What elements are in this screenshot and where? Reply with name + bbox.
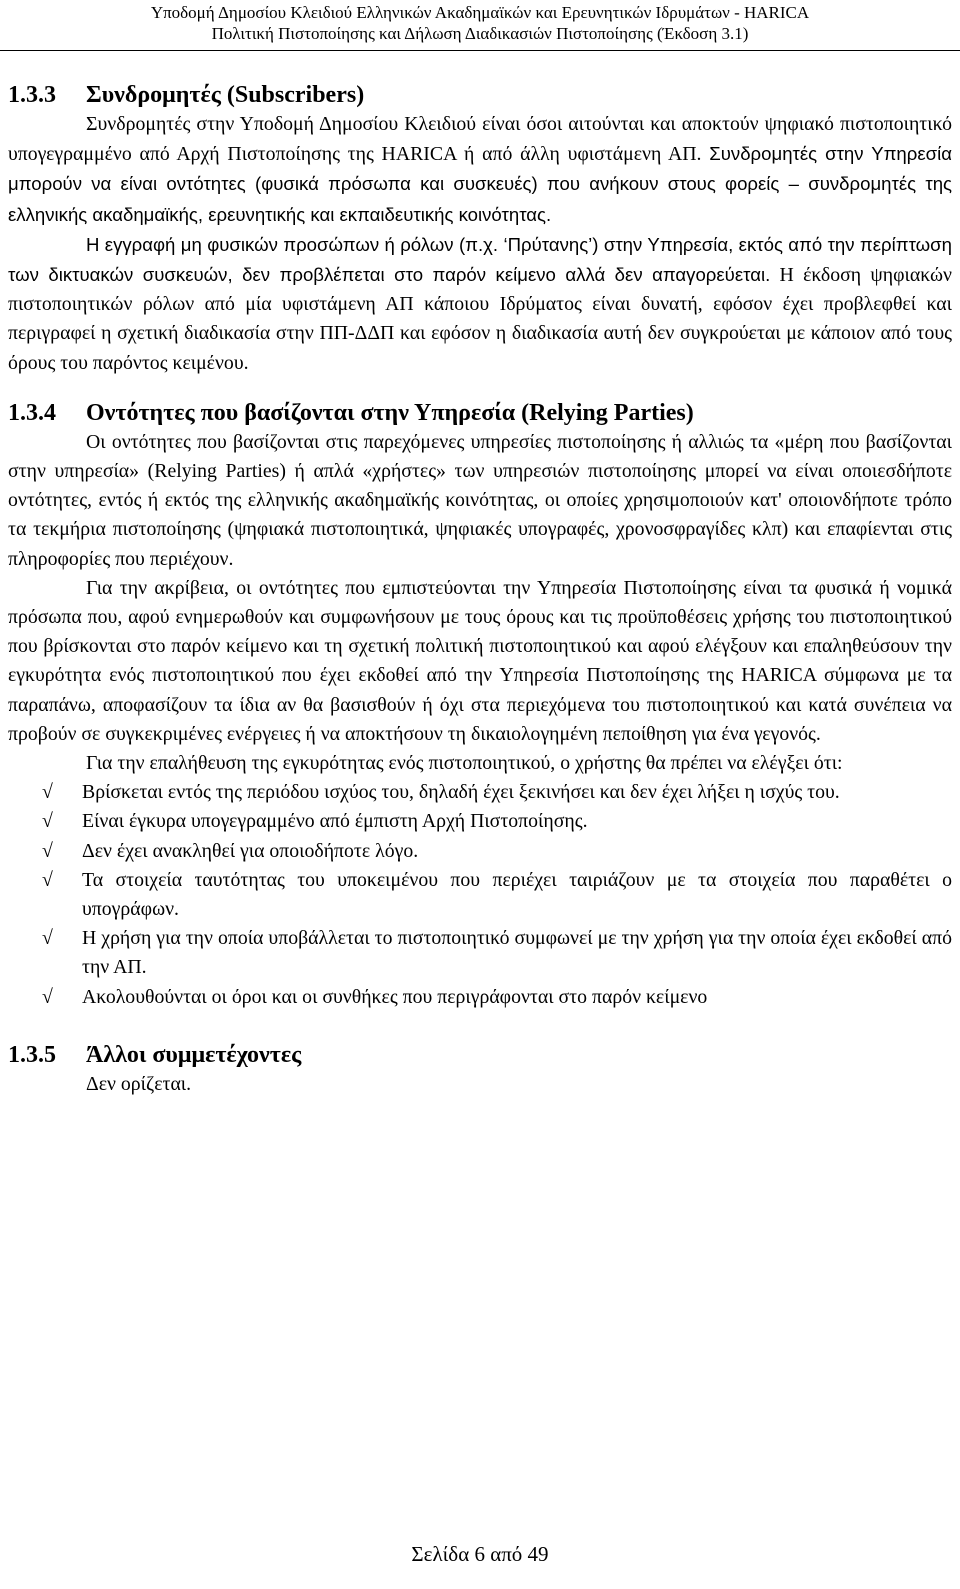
section-number: 1.3.4 (8, 399, 56, 426)
paragraph: Για την ακρίβεια, οι οντότητες που εμπιστεύονται την Υπηρεσία Πιστοποίησης είναι τα φυσικά ή νομικά πρόσωπα που, αφού ενημερωθούν και συμφωνήσουν με τους όρους και τις προϋποθέσεις χρήσης του πιστοποιητικού που βρίσκονται στο παρόν κείμενο και τη σχετική πολιτική πιστοποιητικού και αφού ελέγξουν και επαληθεύσουν την εγκυρότητα ενός πιστοποιητικού που έχει εκδοθεί από την Υπηρεσία Πιστοποίησης της HARICA σύμφωνα με τα παραπάνω, αποφασίζουν τα ίδια αν θα βασισθούν ή όχι στα περιεχόμενα του πιστοποιητικού και κατά συνέπεια να προβούν σε συγκεκριμένες ενέργειες ή να αποκτήσουν τη δικαιολογημένη πεποίθηση για ένα γεγονός. (8, 576, 952, 745)
paragraph-sans-text: Η εγγραφή μη φυσικών προσώπων ή ρόλων (π.χ. ‘Πρύτανης’) στην Υπηρεσία, εκτός από την περίπτωση των δικτυακών συσκευών, δεν προβλέπεται στο παρόν κείμενο αλλά δεν απαγορεύεται. (8, 233, 952, 286)
section-heading (8, 1040, 952, 1070)
checkmark-icon: √ (42, 868, 53, 891)
list-item (8, 837, 952, 866)
checkmark-icon: √ (42, 781, 53, 804)
checkmark-icon: √ (42, 810, 53, 833)
paragraph-serif-text: Συνδρομητές στην Υποδομή Δημοσίου Κλειδιού είναι όσοι αιτούνται και αποκτούν ψηφιακό πιστοποιητικό υπογεγραμμένο από Αρχή Πιστοποίησης της HARICA ή από άλλη υφιστάμενη ΑΠ. (8, 113, 952, 166)
section-relying-parties (8, 398, 952, 1012)
list-item-text: Δεν έχει ανακληθεί για οποιοδήποτε λόγο. (82, 839, 419, 862)
section-other-participants (8, 1040, 952, 1099)
section-subscribers (8, 80, 952, 378)
list-item-text: Τα στοιχεία ταυτότητας του υποκειμένου που περιέχει ταιριάζουν με τα στοιχεία που παραθέτει ο υπογράφων. (82, 868, 952, 921)
section-heading (8, 80, 952, 110)
page-header (0, 2, 960, 44)
paragraph-serif-text: Η έκδοση ψηφιακών πιστοποιητικών ρόλων από μία υφιστάμενη ΑΠ κάποιου Ιδρύματος είναι δυνατή, εφόσον έχει προβλεφθεί και περιγραφεί η σχετική διαδικασία στην ΠΠ-ΔΔΠ και εφόσον η διαδικασία αυτή δεν συγκρούεται με κάποιον από τους όρους του παρόντος κειμένου. (8, 264, 952, 374)
section-title: Οντότητες που βασίζονται στην Υπηρεσία (Relying Parties) (86, 399, 694, 426)
list-item-text: Η χρήση για την οποία υποβάλλεται το πιστοποιητικό συμφωνεί με την χρήση για την οποία έχει εκδοθεί από την ΑΠ. (82, 927, 952, 979)
checkmark-icon: √ (42, 927, 53, 950)
section-number: 1.3.3 (8, 82, 56, 108)
paragraph (8, 230, 952, 378)
list-item (8, 866, 952, 924)
list-item-text: Ακολουθούνται οι όροι και οι συνθήκες που περιγράφονται στο παρόν κείμενο (82, 985, 708, 1008)
paragraph: Δεν ορίζεται. (86, 1072, 192, 1095)
section-title: Συνδρομητές (Subscribers) (86, 82, 365, 108)
section-heading (8, 398, 952, 428)
section-number: 1.3.5 (8, 1041, 56, 1068)
paragraph (8, 110, 952, 230)
checkmark-icon: √ (42, 839, 53, 862)
paragraph: Για την επαλήθευση της εγκυρότητας ενός πιστοποιητικού, ο χρήστης θα πρέπει να ελέγξει ότι: (86, 752, 843, 775)
checklist (8, 778, 952, 1012)
paragraph: Οι οντότητες που βασίζονται στις παρεχόμενες υπηρεσίες πιστοποίησης ή αλλιώς τα «μέρη που βασίζονται στην υπηρεσία» (Relying Parties) ή απλά «χρήστες» των υπηρεσιών πιστοποίησης μπορεί να είναι οποιεσδήποτε οντότητες, εντός ή εκτός της ελληνικής ακαδημαϊκής κοινότητας, οι οποίες χρησιμοποιούν κατ' οποιονδήποτε τρόπο τα τεκμήρια πιστοποίησης (ψηφιακά πιστοποιητικά, ψηφιακές υπογραφές, χρονοσφραγίδες κλπ) και επαφίενται στις πληροφορίες που περιέχουν. (8, 430, 952, 570)
header-line-2: Πολιτική Πιστοποίησης και Δήλωση Διαδικασιών Πιστοποίησης (Έκδοση 3.1) (211, 24, 749, 43)
list-item-text: Είναι έγκυρα υπογεγραμμένο από έμπιστη Αρχή Πιστοποίησης. (82, 810, 588, 833)
page-number: Σελίδα 6 από 49 (411, 1542, 549, 1566)
header-line-1: Υποδομή Δημοσίου Κλειδιού Ελληνικών Ακαδημαϊκών και Ερευνητικών Ιδρυμάτων - HARICA (150, 3, 810, 22)
paragraph-sans-text: Συνδρομητές στην Υπηρεσία μπορούν να είναι οντότητες (φυσικά πρόσωπα και συσκευές) που ανήκουν στους φορείς – συνδρομητές της ελληνικής ακαδημαϊκής, ερευνητικής και εκπαιδευτικής κοινότητας. (8, 143, 952, 225)
list-item (8, 983, 952, 1012)
list-item (8, 778, 952, 807)
page-content (8, 80, 952, 1099)
list-item-text: Βρίσκεται εντός της περιόδου ισχύος του, δηλαδή έχει ξεκινήσει και δεν έχει λήξει η ισχύς του. (82, 781, 840, 804)
checkmark-icon: √ (42, 985, 53, 1008)
list-item (8, 807, 952, 836)
list-item (8, 924, 952, 982)
section-title: Άλλοι συμμετέχοντες (86, 1041, 302, 1068)
header-divider (0, 50, 960, 51)
